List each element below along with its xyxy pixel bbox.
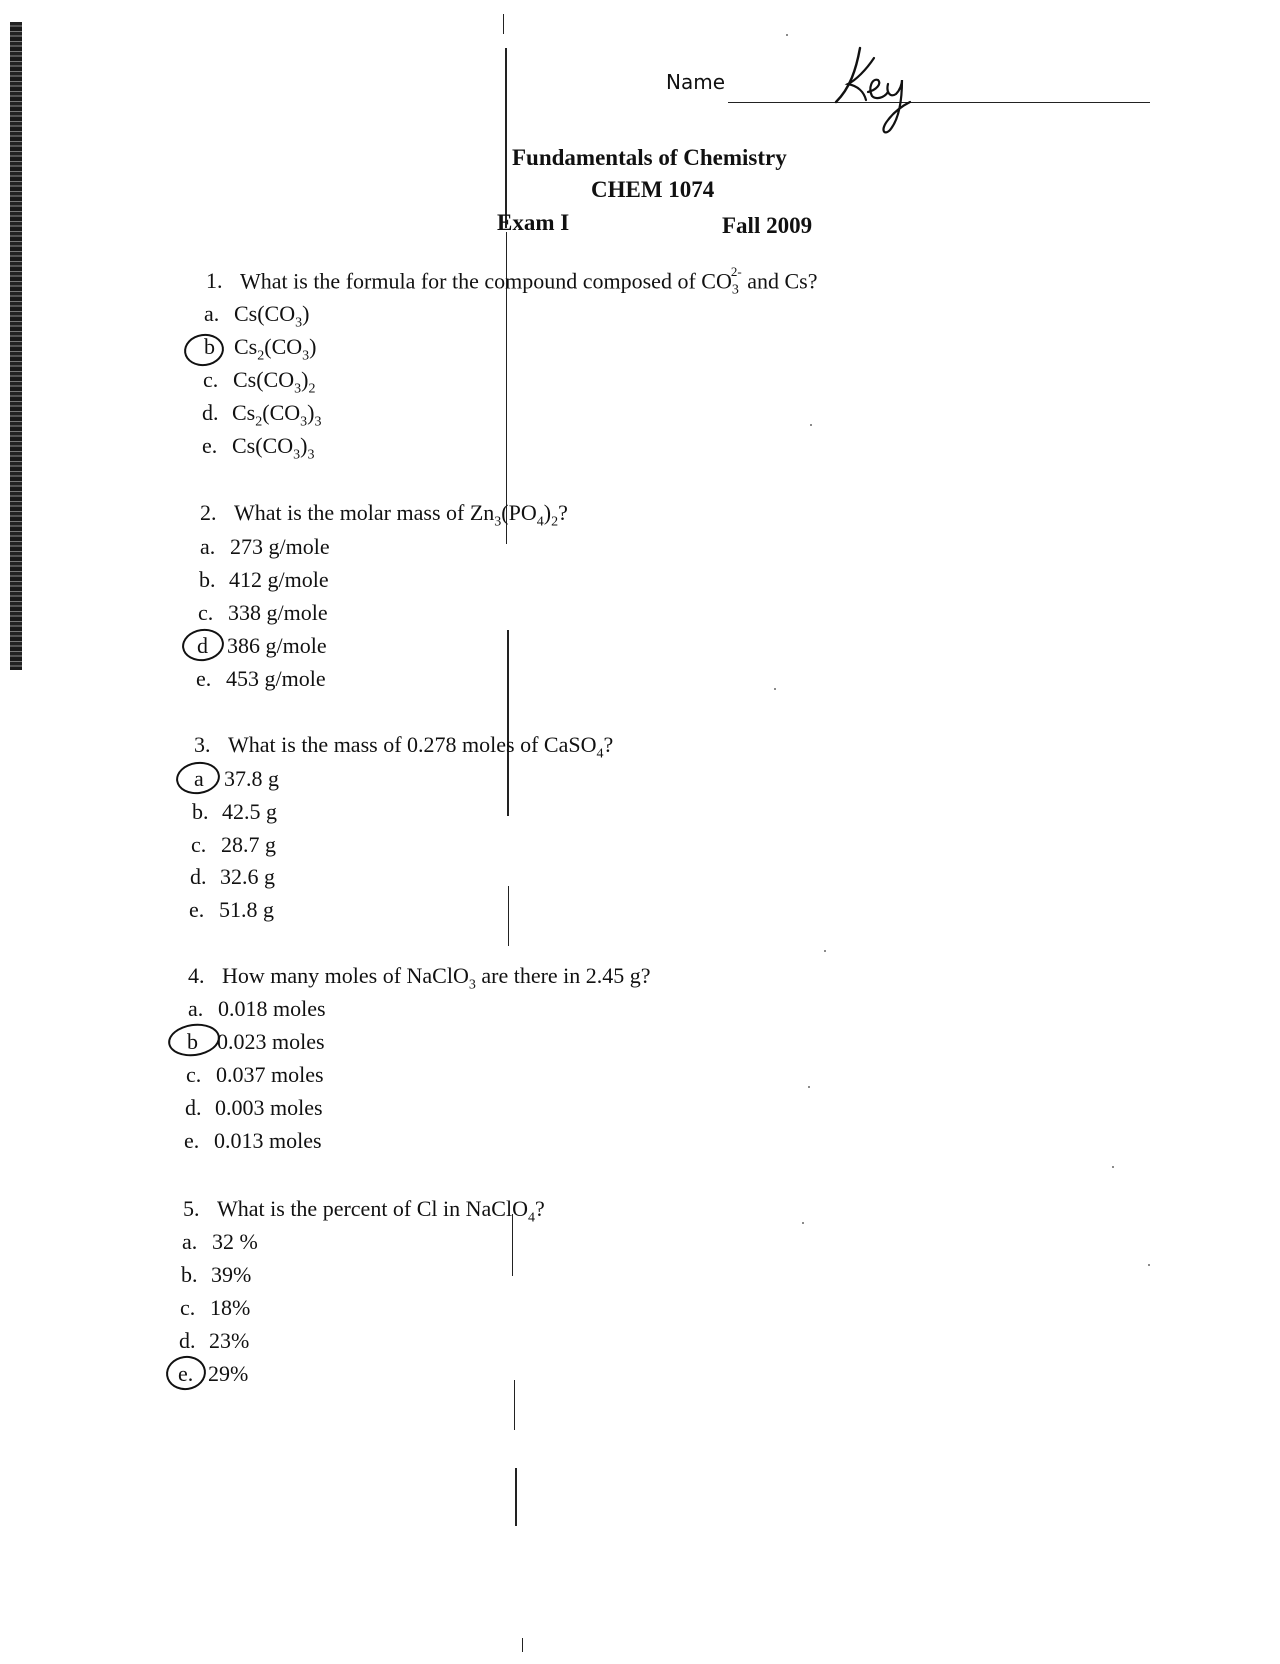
scan-fold-line — [515, 1468, 517, 1526]
question-number: 1. — [206, 268, 223, 294]
scan-fold-line — [514, 1380, 515, 1430]
option-5e[interactable]: e. 29% — [178, 1361, 249, 1386]
option-1c[interactable]: c. $Cs(CO_3)_2$ — [203, 367, 316, 397]
scan-speck — [802, 1222, 804, 1224]
option-2d[interactable]: d 386 g/mole — [197, 633, 327, 658]
scan-speck — [824, 950, 826, 952]
signature-key — [826, 40, 936, 140]
scan-speck — [810, 424, 812, 426]
option-4b[interactable]: b 0.023 moles — [187, 1029, 325, 1054]
question-4: 4. How many moles of NaClO$_3$ are there in 2.45 g? — [188, 963, 651, 993]
option-5c[interactable]: c. 18% — [180, 1295, 251, 1320]
question-number: 4. — [188, 963, 205, 988]
option-5b[interactable]: b. 39% — [181, 1262, 252, 1287]
course-title: Fundamentals of Chemistry — [512, 145, 787, 170]
scan-speck — [786, 34, 788, 36]
question-2: 2. What is the molar mass of $Zn_3(PO_4)_2$? — [200, 500, 568, 530]
scan-speck — [1148, 1264, 1150, 1266]
question-5: 5. What is the percent of Cl in NaClO$_4$? — [183, 1196, 545, 1226]
option-3a[interactable]: a 37.8 g — [194, 766, 279, 791]
option-3e[interactable]: e. 51.8 g — [189, 897, 274, 922]
name-label: Name — [666, 70, 726, 94]
option-3c[interactable]: c. 28.7 g — [191, 832, 276, 857]
option-2c[interactable]: c. 338 g/mole — [198, 600, 328, 625]
option-1b[interactable]: b $Cs_2(CO_3)$ — [204, 334, 317, 364]
scan-fold-line — [507, 630, 509, 816]
option-4e[interactable]: e. 0.013 moles — [184, 1128, 322, 1153]
option-1a[interactable]: a. $Cs(CO_3)$ — [204, 301, 310, 331]
exam-name: Exam I — [497, 210, 570, 235]
question-number: 2. — [200, 500, 217, 525]
option-5d[interactable]: d. 23% — [179, 1328, 250, 1353]
option-2a[interactable]: a. 273 g/mole — [200, 534, 330, 559]
question-number: 3. — [194, 732, 211, 757]
question-1: 1. What is the formula for the compound composed of $CO_3^{2-}$ and Cs? — [206, 264, 818, 298]
option-5a[interactable]: a. 32 % — [182, 1229, 258, 1254]
name-underline — [728, 102, 1150, 103]
option-4c[interactable]: c. 0.037 moles — [186, 1062, 324, 1087]
option-3b[interactable]: b. 42.5 g — [192, 799, 277, 824]
option-2e[interactable]: e. 453 g/mole — [196, 666, 326, 691]
option-1d[interactable]: d. $Cs_2(CO_3)_3$ — [202, 400, 322, 430]
scan-fold-line — [508, 886, 509, 946]
scan-speck — [774, 688, 776, 690]
option-1e[interactable]: e. $Cs(CO_3)_3$ — [202, 433, 315, 463]
exam-term: Fall 2009 — [722, 213, 813, 238]
option-4d[interactable]: d. 0.003 moles — [185, 1095, 323, 1120]
scan-speck — [1112, 1166, 1114, 1168]
course-code: CHEM 1074 — [591, 177, 715, 202]
question-3: 3. What is the mass of 0.278 moles of CaSO$_4$? — [194, 732, 614, 762]
scan-edge-artifact — [10, 22, 22, 670]
question-number: 5. — [183, 1196, 200, 1221]
scan-fold-line — [503, 14, 504, 34]
scan-fold-line — [522, 1638, 523, 1652]
scan-fold-line — [505, 48, 507, 228]
scan-speck — [808, 1086, 810, 1088]
option-4a[interactable]: a. 0.018 moles — [188, 996, 326, 1021]
option-3d[interactable]: d. 32.6 g — [190, 864, 275, 889]
option-2b[interactable]: b. 412 g/mole — [199, 567, 329, 592]
